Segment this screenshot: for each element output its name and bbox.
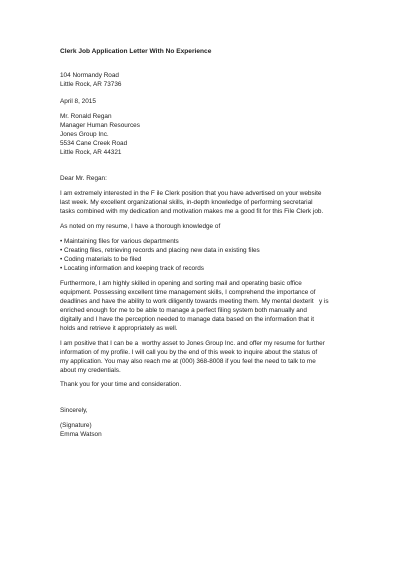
document-title: Clerk Job Application Letter With No Experience bbox=[60, 48, 212, 55]
paragraph-1-line-1: I am extremely interested in the F ile Clerk position that you have advertised on your website bbox=[60, 190, 322, 197]
paragraph-3-line-5: digitally and I have the perception needed to manage data based on the information that it bbox=[60, 316, 315, 323]
paragraph-5: Thank you for your time and consideration. bbox=[60, 381, 182, 388]
recipient-company: Jones Group Inc. bbox=[60, 131, 109, 138]
paragraph-3-line-4: enriched enough for me to be able to manage a perfect filing system both manually and bbox=[60, 307, 307, 314]
paragraph-3-line-1: Furthermore, I am highly skilled in opening and sorting mail and operating basic office bbox=[60, 280, 302, 287]
sender-address-line-1: 104 Normandy Road bbox=[60, 72, 119, 79]
paragraph-3-line-3: deadlines and have the ability to work diligently towards meeting them. My mental dexterit y is bbox=[60, 298, 329, 305]
bullet-item: • Coding materials to be filed bbox=[60, 256, 142, 263]
paragraph-4-line-3: my application. You may also reach me at (000) 368-8008 if you feel the need to talk to me bbox=[60, 358, 316, 365]
paragraph-3-line-2: equipment. Possessing excellent time management skills, I comprehend the importance of bbox=[60, 289, 316, 296]
paragraph-1-line-2: last week. My excellent organizational skills, in-depth knowledge of performing secretarial bbox=[60, 199, 313, 206]
paragraph-4-line-2: information of my profile. I will call you by the end of this week to inquire about the status of bbox=[60, 349, 318, 356]
paragraph-1-line-3: tasks combined with my dedication and motivation makes me a good fit for this File Clerk job. bbox=[60, 208, 324, 215]
bullet-item: • Maintaining files for various departments bbox=[60, 238, 179, 245]
recipient-city: Little Rock, AR 44321 bbox=[60, 149, 122, 156]
bullet-item: • Locating information and keeping track of records bbox=[60, 265, 204, 272]
paragraph-4-line-4: about my credentials. bbox=[60, 367, 121, 374]
paragraph-4-line-1: I am positive that I can be a worthy asset to Jones Group Inc. and offer my resume for further bbox=[60, 340, 325, 347]
paragraph-3-line-6: holds and retrieve it appropriately as well. bbox=[60, 325, 178, 332]
sender-name: Emma Watson bbox=[60, 431, 102, 438]
signature-placeholder: (Signature) bbox=[60, 422, 92, 429]
closing: Sincerely, bbox=[60, 407, 88, 414]
salutation: Dear Mr. Regan: bbox=[60, 175, 107, 182]
recipient-title: Manager Human Resources bbox=[60, 122, 140, 129]
letter-date: April 8, 2015 bbox=[60, 98, 96, 105]
bullet-item: • Creating files, retrieving records and placing new data in existing files bbox=[60, 247, 260, 254]
sender-address-line-2: Little Rock, AR 73736 bbox=[60, 81, 122, 88]
paragraph-2: As noted on my resume, I have a thorough knowledge of bbox=[60, 223, 221, 230]
recipient-street: 5534 Cane Creek Road bbox=[60, 140, 128, 147]
recipient-name: Mr. Ronald Regan bbox=[60, 113, 112, 120]
